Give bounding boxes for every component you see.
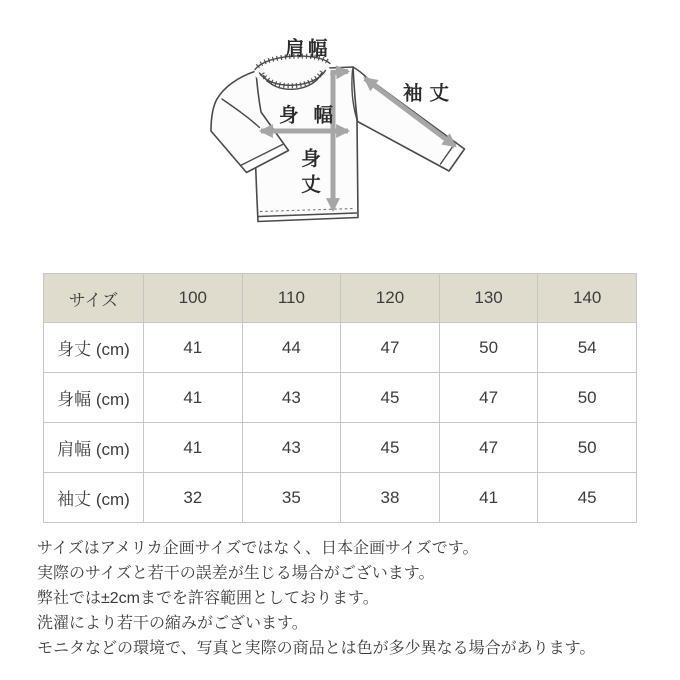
table-row-body-length	[44, 323, 637, 373]
cell-sleeve-length-100: 32	[144, 473, 243, 523]
cell-body-length-110: 44	[242, 323, 341, 373]
cell-shoulder-width-110: 43	[242, 423, 341, 473]
header-cell-size-110: 110	[242, 274, 341, 323]
cell-sleeve-length-110: 35	[242, 473, 341, 523]
row-label-shoulder-width: 肩幅 (cm)	[44, 423, 144, 473]
row-label-body-length: 身丈 (cm)	[44, 323, 144, 373]
table-row-sleeve-length	[44, 473, 637, 523]
note-line-3: 弊社では±2cmまでを許容範囲としております。	[37, 590, 379, 607]
size-table-header-row	[44, 274, 637, 323]
body-length-label-char-2: 丈	[301, 174, 321, 196]
header-cell-size-120: 120	[341, 274, 440, 323]
row-label-body-width: 身幅 (cm)	[44, 373, 144, 423]
cell-sleeve-length-140: 45	[538, 473, 637, 523]
garment-measurement-diagram	[0, 0, 680, 255]
cell-shoulder-width-100: 41	[144, 423, 243, 473]
body-width-label: 身幅	[279, 104, 349, 127]
row-label-sleeve-length: 袖丈 (cm)	[44, 473, 144, 523]
note-line-4: 洗濯により若干の縮みがございます。	[37, 615, 308, 632]
cell-body-width-110: 43	[242, 373, 341, 423]
cell-shoulder-width-120: 45	[341, 423, 440, 473]
cell-sleeve-length-130: 41	[439, 473, 538, 523]
cell-body-length-140: 54	[538, 323, 637, 373]
cell-shoulder-width-140: 50	[538, 423, 637, 473]
cell-body-width-140: 50	[538, 373, 637, 423]
note-line-5: モニタなどの環境で、写真と実際の商品とは色が多少異なる場合があります。	[37, 640, 596, 657]
size-table	[43, 273, 637, 523]
note-line-2: 実際のサイズと若干の誤差が生じる場合がございます。	[37, 565, 435, 582]
cell-body-width-100: 41	[144, 373, 243, 423]
cell-body-length-100: 41	[144, 323, 243, 373]
cell-body-width-120: 45	[341, 373, 440, 423]
header-cell-size-130: 130	[439, 274, 538, 323]
header-cell-size-label: サイズ	[44, 274, 144, 323]
cell-body-width-130: 47	[439, 373, 538, 423]
note-line-1: サイズはアメリカ企画サイズではなく、日本企画サイズです。	[37, 540, 479, 557]
body-length-label-char-1: 身	[301, 148, 321, 170]
notes	[37, 536, 595, 661]
table-row-shoulder-width	[44, 423, 637, 473]
header-cell-size-100: 100	[144, 274, 243, 323]
shoulder-width-label: 肩幅	[285, 38, 332, 60]
cell-sleeve-length-120: 38	[341, 473, 440, 523]
sleeve-length-label: 袖丈	[403, 82, 457, 105]
cell-body-length-120: 47	[341, 323, 440, 373]
header-cell-size-140: 140	[538, 274, 637, 323]
cell-body-length-130: 50	[439, 323, 538, 373]
cell-shoulder-width-130: 47	[439, 423, 538, 473]
table-row-body-width	[44, 373, 637, 423]
